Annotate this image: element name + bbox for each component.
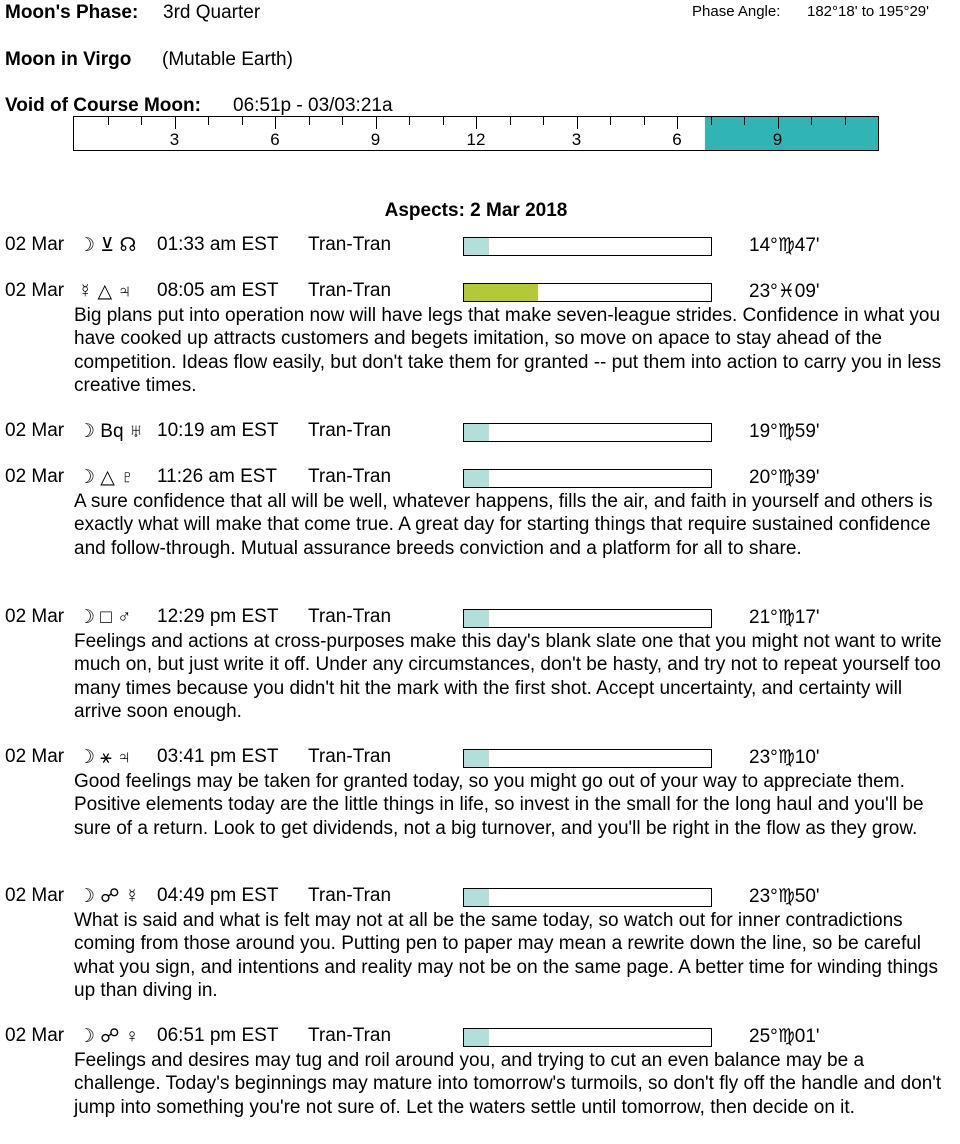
timeline-tick-label: 9 <box>772 130 783 149</box>
aspect-glyphs: ☽ ☍ ♀ <box>78 1026 140 1047</box>
aspect-strength-fill <box>464 424 489 441</box>
aspect-date: 02 Mar <box>5 420 65 441</box>
aspect-glyphs: ☽ Bq ♅ <box>78 421 144 442</box>
aspect-strength-fill <box>464 610 489 627</box>
aspect-time: 10:19 am EST <box>157 420 279 441</box>
aspect-date: 02 Mar <box>5 234 65 255</box>
aspect-type: Tran-Tran <box>308 746 392 767</box>
aspect-date: 02 Mar <box>5 466 65 487</box>
aspect-degree: 14°♍47' <box>749 235 820 256</box>
aspect-glyphs: ☽ ☍ ☿ <box>78 886 140 907</box>
aspect-description: Feelings and actions at cross-purposes make this day's blank slate one that you might not want to write much on, but just write it off. Under any circumstances, don't be hasty, and try not to repeat yourself too many times because you didn't hit the mark with the first shot. Accept uncertainty, and certainty will arrive soon enough. <box>74 631 942 722</box>
aspect-strength-bar <box>463 1028 712 1047</box>
aspect-description: What is said and what is felt may not at all be the same today, so watch out for inner contradictions coming from those around you. Putting pen to paper may mean a rewrite down the line, so be careful what you sign, and intentions and reality may not be on the same page. A better time for winding things up than diving in. <box>74 910 938 1001</box>
aspect-time: 11:26 am EST <box>157 466 278 487</box>
timeline-tick <box>845 117 846 125</box>
aspect-description: Good feelings may be taken for granted today, so you might go out of your way to appreciate them. Positive elements today are the little things in life, so invest in the small for the long haul and you'll be sure of a return. Look to get dividends, not a big turnover, and you'll be right in the flow as they grow. <box>74 771 924 839</box>
timeline-tick <box>443 117 444 125</box>
aspect-time: 06:51 pm EST <box>157 1025 279 1046</box>
aspect-strength-bar <box>463 469 712 488</box>
timeline-tick <box>744 117 745 125</box>
timeline-tick <box>342 117 343 125</box>
aspect-entry <box>0 234 960 260</box>
void-of-course-value: 06:51p - 03/03:21a <box>233 95 393 116</box>
aspect-entry <box>0 885 960 1002</box>
aspect-header-row <box>0 420 960 446</box>
aspect-type: Tran-Tran <box>308 234 392 255</box>
aspect-entry <box>0 466 960 560</box>
aspect-strength-bar <box>463 888 712 907</box>
aspect-date: 02 Mar <box>5 280 65 301</box>
timeline-tick <box>677 117 678 129</box>
timeline-tick <box>376 117 377 129</box>
aspect-strength-bar <box>463 609 712 628</box>
timeline-tick <box>543 117 544 125</box>
void-of-course-timeline <box>73 116 879 151</box>
timeline-tick <box>476 117 477 129</box>
aspect-strength-fill <box>464 238 489 255</box>
aspect-strength-bar <box>463 237 712 256</box>
aspect-time: 12:29 pm EST <box>157 606 279 627</box>
void-of-course-label: Void of Course Moon: <box>5 95 201 116</box>
moon-phase-value: 3rd Quarter <box>163 2 261 23</box>
aspects-title: Aspects: 2 Mar 2018 <box>384 200 568 221</box>
aspect-degree: 19°♍59' <box>749 421 820 442</box>
moon-in-label: Moon in Virgo <box>5 49 132 70</box>
moon-phase-label: Moon's Phase: <box>5 2 139 23</box>
aspect-header-row <box>0 885 960 911</box>
aspect-type: Tran-Tran <box>308 420 392 441</box>
aspect-header-row <box>0 234 960 260</box>
aspect-type: Tran-Tran <box>308 466 392 487</box>
aspect-strength-bar <box>463 423 712 442</box>
timeline-tick <box>409 117 410 125</box>
aspect-entry <box>0 1025 960 1119</box>
timeline-tick <box>242 117 243 125</box>
aspect-header-row <box>0 280 960 306</box>
timeline-tick <box>108 117 109 125</box>
timeline-tick <box>175 117 176 129</box>
timeline-tick <box>309 117 310 125</box>
moon-in-value: (Mutable Earth) <box>162 49 293 70</box>
aspect-description: Feelings and desires may tug and roil around you, and trying to cut an even balance may be a challenge. Today's beginnings may mature into tomorrow's turmoils, so don't fly off the handle and don't jump into something you're not sure of. Let the waters settle until tomorrow, then decide on it. <box>74 1050 942 1118</box>
timeline-tick <box>577 117 578 129</box>
aspect-strength-bar <box>463 283 712 302</box>
timeline-tick-label: 6 <box>270 130 280 149</box>
aspect-degree: 20°♍39' <box>749 467 820 488</box>
timeline-tick <box>644 117 645 125</box>
aspect-date: 02 Mar <box>5 606 65 627</box>
timeline-tick <box>208 117 209 125</box>
timeline-tick <box>811 117 812 125</box>
aspect-type: Tran-Tran <box>308 606 392 627</box>
aspect-type: Tran-Tran <box>308 1025 392 1046</box>
aspect-time: 01:33 am EST <box>157 234 279 255</box>
timeline-tick-label: 12 <box>466 130 486 149</box>
aspect-type: Tran-Tran <box>308 280 392 301</box>
aspect-date: 02 Mar <box>5 1025 65 1046</box>
aspect-glyphs: ☽ ⊻ ☊ <box>78 235 137 256</box>
aspect-header-row <box>0 606 960 632</box>
aspect-degree: 23°♓09' <box>749 281 820 302</box>
timeline-tick <box>510 117 511 125</box>
aspect-header-row <box>0 1025 960 1051</box>
timeline-tick-label: 6 <box>672 130 682 149</box>
phase-angle-value: 182°18' to 195°29' <box>807 3 929 20</box>
aspect-description: Big plans put into operation now will have legs that make seven-league strides. Confidence in what you have cooked up attracts customers and begets imitation, so move on apace to stay ahead of the competition. Ideas flow easily, but don't take them for granted -- put them into action to carry you in less creative times. <box>74 305 942 396</box>
phase-angle-label: Phase Angle: <box>692 3 781 20</box>
aspect-glyphs: ☽ □ ♂ <box>78 607 132 628</box>
aspect-header-row <box>0 746 960 772</box>
aspect-glyphs: ☽ △ ♇ <box>78 467 135 488</box>
aspect-date: 02 Mar <box>5 746 65 767</box>
aspect-strength-fill <box>464 470 489 487</box>
aspect-entry <box>0 746 960 840</box>
aspect-degree: 25°♍01' <box>749 1026 820 1047</box>
aspect-time: 08:05 am EST <box>157 280 279 301</box>
aspect-entry <box>0 606 960 723</box>
aspect-type: Tran-Tran <box>308 885 392 906</box>
aspect-degree: 23°♍50' <box>749 886 820 907</box>
timeline-tick <box>141 117 142 125</box>
aspect-degree: 23°♍10' <box>749 747 820 768</box>
aspect-description: A sure confidence that all will be well, whatever happens, fills the air, and faith in yourself and others is exactly what will make that come true. A great day for starting things that require sustained confidence and follow-through. Mutual assurance breeds conviction and a platform for all to share. <box>74 491 933 559</box>
aspect-time: 03:41 pm EST <box>157 746 279 767</box>
timeline-tick-label: 9 <box>370 130 381 149</box>
aspect-glyphs: ☽ ⚹ ♃ <box>78 747 132 768</box>
timeline-tick <box>275 117 276 129</box>
aspect-strength-bar <box>463 749 712 768</box>
aspect-strength-fill <box>464 750 489 767</box>
aspect-date: 02 Mar <box>5 885 65 906</box>
timeline-tick <box>711 117 712 125</box>
aspect-degree: 21°♍17' <box>749 607 820 628</box>
aspect-time: 04:49 pm EST <box>157 885 279 906</box>
aspect-header-row <box>0 466 960 492</box>
aspect-strength-fill <box>464 284 538 301</box>
aspect-strength-fill <box>464 889 489 906</box>
timeline-tick <box>610 117 611 125</box>
aspect-strength-fill <box>464 1029 489 1046</box>
aspect-entry <box>0 280 960 397</box>
timeline-tick-label: 3 <box>571 130 582 149</box>
timeline-tick <box>778 117 779 129</box>
timeline-tick-label: 3 <box>169 130 180 149</box>
aspect-entry <box>0 420 960 446</box>
aspect-glyphs: ☿ △ ♃ <box>78 281 132 302</box>
